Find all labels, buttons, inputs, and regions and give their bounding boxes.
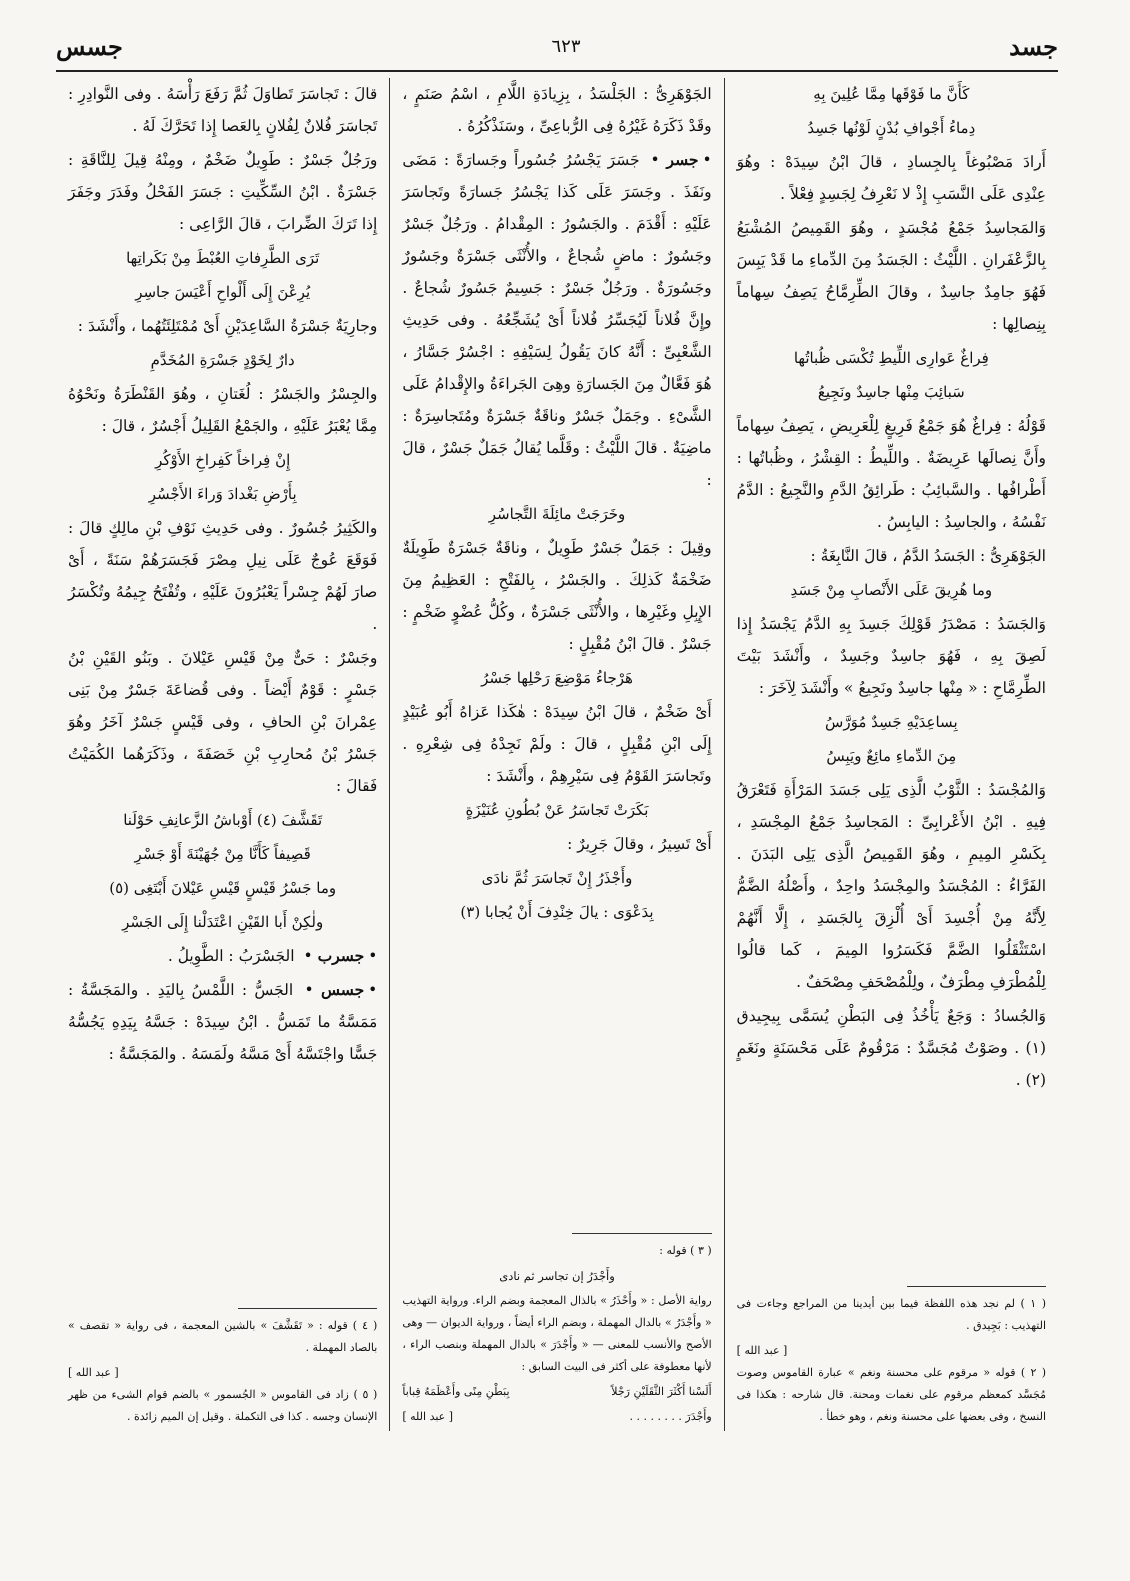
header-left-word: جسس [56, 31, 123, 61]
entry-text: الجَسْرَبُ : الطَّوِيلُ . [167, 947, 295, 965]
footnote-verse: وأَجْدَرُ إن تجاسر ثم نادى [499, 1269, 615, 1283]
paragraph: الجَوْهَرِىُّ : الجَلْسَدُ ، بِزِيادَةِ اللَّامِ ، اسْمُ صَنَمٍ ، وقَدْ ذَكَرَهُ غَيْرُهُ فِى الرُّباعِىِّ ، وسَنَذْكُرُهُ . [402, 85, 712, 135]
header-right-word: جسد [1009, 31, 1058, 61]
column-middle-body [402, 78, 711, 930]
paragraph: والجِسْرُ والجَسْرُ : لُغَتانِ ، وهُوَ القَنْطَرَةُ ونَحْوُهُ مِمَّا يُعْبَرُ عَلَيْهِ ، والجَمْعُ القَلِيلُ أَجْسُرٌ ، قالَ : [68, 385, 378, 435]
columns [56, 78, 1058, 1431]
verse-line: وما هُرِيقَ عَلَى الأَنْصابِ مِنْ جَسَدِ [790, 581, 993, 599]
column-left-body [68, 78, 377, 1072]
paragraph: وجارِيَةٌ جَسْرَةُ السَّاعِدَيْنِ أَىْ مُمْتَلِئَتُهُما ، وأَنْشَدَ : [77, 317, 378, 335]
verse-line: دارٌ لِخَوْدٍ جَسْرَةِ المُخَدَّمِ [150, 351, 295, 369]
verse-line: ولٰكِنْ أَبا القَيْنِ اعْتَدَلْنا إِلَى الجَسْرِ [122, 913, 324, 931]
paragraph: أَىْ تَسِيرُ ، وقالَ جَرِيرٌ : [567, 835, 712, 853]
bullet-icon: • [650, 151, 660, 169]
verse-line: سَبائِبَ مِنْها جاسِدٌ ونَجِيعُ [817, 383, 965, 401]
footnote-couplet [402, 1381, 711, 1403]
entry-text: الجَسُّ : اللَّمْسُ بِاليَدِ . والمَجَسَّةُ : مَمَسَّةُ ما تَمَسُّ . ابْنُ سِيدَهْ : جَسَّهُ بِيَدِهِ يَجُسُّهُ جَسًّا واجْتَسَّهُ أَىْ مَسَّهُ ولَمَسَهُ . والمَجَسَّةُ : [68, 981, 378, 1063]
footnotes-middle [402, 1240, 711, 1431]
spacer [737, 1098, 1046, 1280]
paragraph: قالَ : تَجاسَرَ تَطاوَلَ ثُمَّ رَفَعَ رَأْسَهُ . وفى النَّوادِرِ : تَجاسَرَ فُلانٌ لِفُلانٍ بِالعَصا إِذا تَحَرَّكَ لَهُ . [68, 85, 378, 135]
verse-line: كَأَنَّ ما فَوْقَها مِمَّا عُلِينَ بِهِ [813, 85, 970, 103]
entry-text: جَسَرَ يَجْسُرُ جُسُوراً وجَسارَةً : مَضَى ونَفَذَ . وجَسَرَ عَلَى كَذا يَجْسُرُ جَسارَةً وتَجاسَرَ عَلَيْهِ : أَقْدَمَ . والجَسُورُ : المِقْدامُ . ورَجُلٌ جَسْرٌ وجَسُورٌ : ماضٍ شُجاعٌ ، والأُنْثَى جَسْرَةٌ وجَسُورٌ وجَسُورَةٌ . ورَجُلٌ جَسْرٌ : جَسِيمٌ جَسُورٌ شُجاعٌ . وإِنَّ فُلاناً لَيُجَسِّرُ فُلاناً أَىْ يُشَجِّعُهُ . وفى حَدِيثِ الشَّعْبِىِّ : أَنَّهُ كانَ يَقُولُ لِسَيْفِهِ : اجْسُرْ جَسَّارُ ، هُوَ فَعَّالٌ مِنَ الجَسارَةِ وهِىَ الجَراءَةُ والإِقْدامُ عَلَى الشَّىْءِ . وجَمَلٌ جَسْرٌ وناقَةٌ جَسْرَةٌ ومُتَجاسِرَةٌ : ماضِيَةٌ . قالَ اللَّيْثُ : وقَلَّما يُقالُ جَمَلٌ جَسْرٌ ، قالَ : [402, 151, 712, 489]
paragraph: وجَسْرٌ : حَىٌّ مِنْ قَيْسِ عَيْلانَ . وبَنُو القَيْنِ بْنُ جَسْرٍ : قَوْمٌ أَيْضاً . وفى قُضاعَةَ جَسْرٌ مِنْ بَنِى عِمْرانَ بْنِ الحافِ ، وفى قَيْسٍ جَسْرٌ آخَرُ وهُوَ جَسْرُ بْنُ مُحارِبِ بْنِ خَصَفَةَ ، وذَكَرَهُما الكُمَيْتُ فَقالَ : [68, 649, 378, 795]
paragraph: وَالمُجْسَدُ : الثَّوْبُ الَّذِى يَلِى جَسَدَ المَرْأَةِ فَتَعْرَقُ فِيهِ . ابْنُ الأَعْرابِىِّ : المَجاسِدُ جَمْعُ المِجْسَدِ ، بِكَسْرِ المِيمِ ، وهُوَ القَمِيصُ الَّذِى يَلِى البَدَنَ . الفَرَّاءُ : المُجْسَدُ والمِجْسَدُ واحِدٌ ، وأَصْلُهُ الضَّمُّ لِأَنَّهُ مِنْ أُجْسِدَ أَىْ أُلْزِقَ بِالجَسَدِ ، إِلَّا أَنَّهُمْ اسْتَثْقَلُوا الضَّمَّ فَكَسَرُوا المِيمَ ، كَما قالُوا لِلْمُطْرَفِ مِطْرَفٌ ، ولِلْمُصْحَفِ مِصْحَفٌ . [736, 781, 1046, 991]
verse-line: إِنْ فِراخاً كَفِراخِ الأَوْكُرِ [155, 451, 291, 469]
column-right-body [737, 78, 1046, 1098]
paragraph: والكَثِيرُ جُسُورٌ . وفى حَدِيثِ نَوْفِ بْنِ مالِكٍ قالَ : فَوَقَعَ عُوجٌ عَلَى نِيلِ مِصْرَ فَجَسَرَهُمْ سَنَةً ، أَىْ صارَ لَهُمْ جِسْراً يَعْبُرُونَ عَلَيْهِ ، وتُفْتَحُ جِيمُهُ وتُكْسَرُ . [68, 519, 378, 633]
verse-line: فِراغٌ عَوارِى اللِّيطِ تُكْسَى ظُباتُها [793, 349, 989, 367]
bullet-icon: • [702, 151, 712, 169]
hemistich: أَلَسْنا أَكْثَرَ الثَّقَلَيْنِ رَجْلاً [611, 1385, 712, 1398]
entry-headword: جسر [666, 150, 699, 169]
page-header [56, 26, 1058, 66]
bullet-icon: • [368, 947, 378, 965]
column-right [725, 78, 1058, 1431]
paragraph: أَرادَ مَصْبُوغاً بِالجِسادِ ، قالَ ابْنُ سِيدَهْ : وهُوَ عِنْدِى عَلَى النَّسَبِ إِذْ لا نَعْرِفُ لِجَسِدٍ فِعْلاً . [736, 153, 1046, 203]
verse-line: هَرْجاءُ مَوْضِعَ رَحْلِها جَسْرُ [481, 669, 633, 687]
footnotes-right [737, 1293, 1046, 1431]
paragraph: قَوْلُهُ : فِراغٌ هُوَ جَمْعُ فَرِيغٍ لِلْعَرِيضِ ، يَصِفُ سِهاماً وأَنَّ نِصالَها عَرِيضَةٌ . واللِّيطُ : القِشْرُ ، وظُباتُها : أَطْرافُها . والسَّبائِبُ : طَرائِقُ الدَّمِ والنَّجِيعُ : الدَّمُ نَفْسُهُ ، والجاسِدُ : اليابِسُ . [736, 417, 1046, 531]
paragraph: أَىْ ضَخْمٌ ، قالَ ابْنُ سِيدَهْ : هٰكَذا عَزاهُ أَبُو عُبَيْدٍ إِلَى ابْنِ مُقْبِلٍ ، قالَ : ولَمْ نَجِدْهُ فِى شِعْرِهِ . وتَجاسَرَ القَوْمُ فِى سَيْرِهِمْ ، وأَنْشَدَ : [402, 703, 712, 785]
verse-line: بَكَرَتْ تَجاسَرُ عَنْ بُطُونِ عُنَيْزَةٍ [465, 801, 649, 819]
entry [68, 940, 377, 972]
verse-line: وما جَسْرُ قَيْسٍ قَيْسِ عَيْلانَ أَبْتَغِى (٥) [109, 879, 337, 897]
verse-line: قَصِيفاً كَأَنَّا مِنْ جُهَيْنَةَ أَوْ جَسْرِ [134, 845, 311, 863]
footnote-signature: [ عبد الله ] [736, 1344, 788, 1357]
verse-line: يُرِعْنَ إِلَى أَلْواحِ أَعْيَسَ جاسِرِ [135, 283, 311, 301]
footnote: ( ٤ ) قوله : « تَقَشَّفَ » بالشين المعجمة ، فى رواية « تقصف » بالصاد المهملة . [68, 1319, 378, 1354]
entry [402, 144, 711, 496]
entry-headword: جسرب [317, 946, 365, 965]
footnote: ( ٢ ) قوله « مرقوم على محسنة ونغم » عبارة القاموس وصوت مُجَسَّد كمعظم مرقوم على نغمات ومحنة. قال شارحه : هكذا فى النسخ ، وفى بعضها على محسنة ونغم ، وهو خطأ . [736, 1366, 1046, 1423]
verse-line: بِأَرْضِ بَغْدادَ وَراءَ الأَجْسُرِ [148, 485, 297, 503]
footnote-signature: [ عبد الله ] [68, 1366, 119, 1379]
footnote-rule [572, 1233, 711, 1234]
footnote: ( ٣ ) قوله : [659, 1244, 712, 1257]
bullet-icon: • [304, 981, 314, 999]
page-number: ٦٢٣ [551, 35, 581, 57]
verse-line: تَرَى الطَّرِفاتِ العُبْطَ مِنْ بَكَراتِها [126, 249, 320, 267]
column-middle [390, 78, 724, 1431]
paragraph: وقِيلَ : جَمَلٌ جَسْرٌ طَوِيلٌ ، وناقَةٌ جَسْرَةٌ طَوِيلَةٌ ضَخْمَةٌ كَذلِكَ . والجَسْرُ ، بِالفَتْحِ : العَظِيمُ مِنَ الإِبِلِ وغَيْرِها ، والأُنْثَى جَسْرَةٌ ، وكُلُّ عُضْوٍ ضَخْمٍ : جَسْرٌ . قالَ ابْنُ مُقْبِلٍ : [402, 539, 712, 653]
verse-line: تَقَشَّفَ (٤) أَوْباشُ الزَّعانِفِ حَوْلَنا [123, 811, 323, 829]
spacer [402, 930, 711, 1227]
footnote: ( ١ ) لم نجد هذه اللفظة فيما بين أيدينا من المراجع وجاءت فى التهذيب : بَجِيدق . [736, 1297, 1046, 1332]
entry-headword: جسس [321, 980, 365, 999]
footnote: ( ٥ ) زاد فى القاموس « الجُسمور » بالضم قوام الشىء من ظهر الإنسان وجسه . كذا فى التكملة . وقيل إن الميم زائدة . [68, 1388, 378, 1423]
footnote-rule [907, 1286, 1046, 1287]
verse-line: مِنَ الدِّماءِ مائِعٌ ويَبِسُ [826, 747, 957, 765]
bullet-icon: • [303, 947, 313, 965]
verse-line: دِماءُ أَجْوافِ بُدْنٍ لَوْنُها جَسِدُ [807, 119, 976, 137]
verse-line: بِساعِدَيْهِ جَسِدٌ مُوَرَّسُ [825, 713, 958, 731]
column-left [56, 78, 390, 1431]
header-rule [56, 70, 1058, 72]
paragraph: وَالمَجاسِدُ جَمْعُ مُجْسَدٍ ، وهُوَ القَمِيصُ المُشْبَعُ بِالزَّعْفَرانِ . اللَّيْثُ : الجَسَدُ مِنَ الدِّماءِ ما قَدْ يَبِسَ فَهُوَ جامِدٌ جاسِدٌ ، وقالَ الطِّرِمَّاحُ يَصِفُ سِهاماً بِنِصالِها : [736, 219, 1046, 333]
paragraph: ورَجُلٌ جَسْرٌ : طَوِيلٌ ضَخْمٌ ، ومِنْهُ قِيلَ لِلنَّاقَةِ : جَسْرَةٌ . ابْنُ السِّكِّيتِ : جَسَرَ الفَحْلُ وفَدَرَ وجَفَرَ إِذا تَرَكَ الضِّرابَ ، قالَ الرَّاعِى : [68, 151, 378, 233]
footnote-couplet [402, 1406, 711, 1428]
hemistich: وأَجْدَرَ . . . . . . . . [629, 1410, 712, 1423]
paragraph: وَالجُسادُ : وَجَعٌ يَأْخُذُ فِى البَطْنِ يُسَمَّى بِيجِيدق (١) . وصَوْتٌ مُجَسَّدٌ : مَرْقُومٌ عَلَى مَحْسَنَةٍ ونَغَمٍ (٢) . [736, 1007, 1046, 1089]
verse-line: وأَجْذَرُ إِنْ تَجاسَرَ ثُمَّ نادَى [481, 869, 633, 887]
hemistich: بِبَطْنِ مِنًى وأَعْظَمَهُ قِباباً [402, 1385, 510, 1398]
bullet-icon: • [368, 981, 378, 999]
footnote: رواية الأصل : « وأَحْذَرُ » بالذال المعجمة وبضم الراء. ورواية التهذيب « وأَجْدَرُ » بالدال المهملة ، وبضم الراء أيضاً ، ورواية الديوان — وهى الأصح والأنسب للمعنى — « وأَجْدَرَ » بالدال المهملة وبنصب الراء ، لأنها معطوفة على أكثر فى البيت السابق : [402, 1294, 712, 1373]
paragraph: وَالجَسَدُ : مَصْدَرُ قَوْلِكَ جَسِدَ بِهِ الدَّمُ يَجْسَدُ إِذا لَصِقَ بِهِ ، فَهُوَ جاسِدٌ وجَسِدٌ ، وأَنْشَدَ بَيْتَ الطِّرِمَّاحِ : « مِنْها جاسِدٌ ونَجِيعُ » وأَنْشَدَ لِآخَرَ : [736, 615, 1046, 697]
entry [68, 974, 377, 1070]
footnotes-left [68, 1315, 377, 1431]
verse-line: وخَرَجَتْ مائِلَةَ التَّجاسُرِ [488, 505, 626, 523]
footnote-rule [238, 1308, 377, 1309]
spacer [68, 1072, 377, 1302]
paragraph: الجَوْهَرِىُّ : الجَسَدُ الدَّمُ ، قالَ النَّابِغَةُ : [810, 547, 1046, 565]
verse-line: بِدَعْوَى : يالَ خِنْدِفَ أَنْ يُجابا (٣) [460, 903, 654, 921]
footnote-signature: [ عبد الله ] [402, 1410, 454, 1423]
